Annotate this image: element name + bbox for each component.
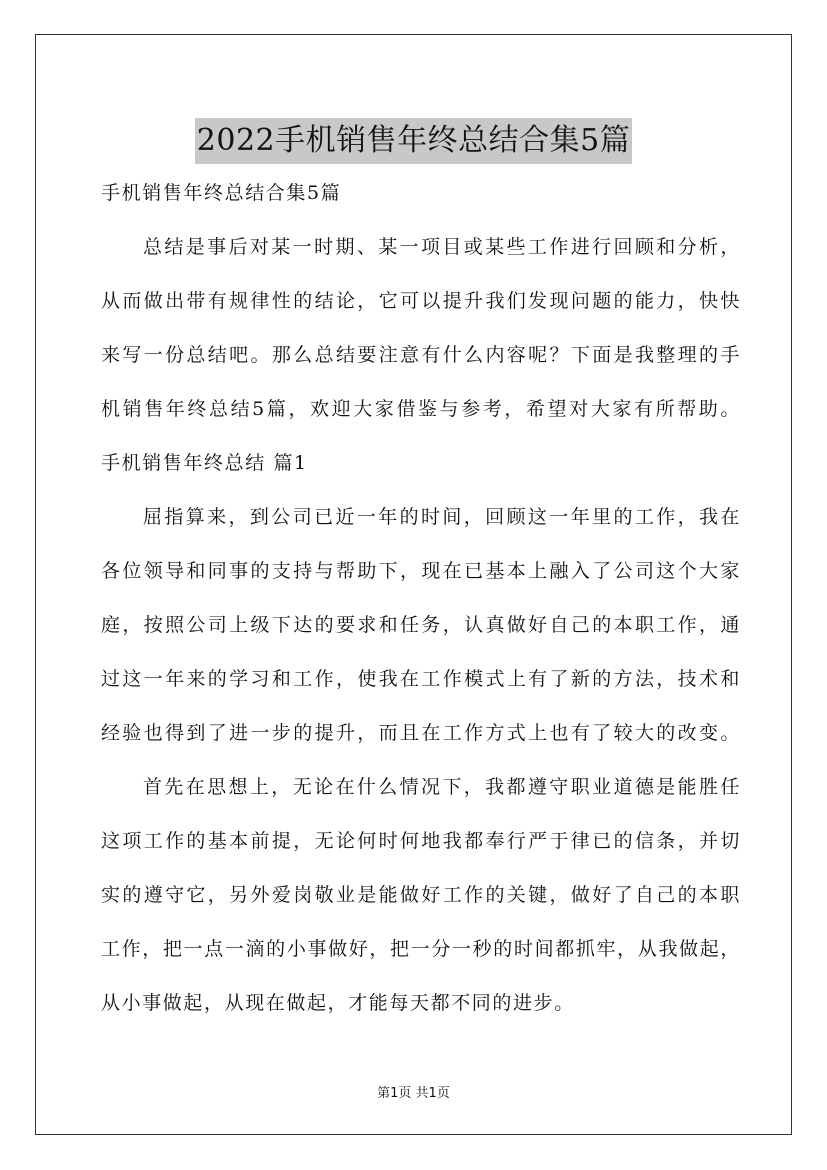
page-footer: 第1页 共1页 — [377, 1086, 450, 1101]
paragraph-line: 各位领导和同事的支持与帮助下，现在已基本上融入了公司这个大家 — [101, 560, 741, 582]
paragraph-line: 工作，把一点一滴的小事做好，把一分一秒的时间都抓牢，从我做起， — [101, 938, 741, 960]
section-heading: 手机销售年终总结 篇1 — [101, 452, 308, 474]
paragraph-line: 来写一份总结吧。那么总结要注意有什么内容呢？下面是我整理的手 — [101, 344, 741, 366]
paragraph-line: 这项工作的基本前提，无论何时何地我都奉行严于律已的信条，并切 — [101, 830, 741, 852]
paragraph-line: 首先在思想上，无论在什么情况下，我都遵守职业道德是能胜任 — [143, 776, 741, 798]
paragraph-line: 过这一年来的学习和工作，使我在工作模式上有了新的方法，技术和 — [101, 668, 741, 690]
section-heading: 手机销售年终总结合集5篇 — [101, 182, 342, 204]
paragraph-line: 从而做出带有规律性的结论，它可以提升我们发现问题的能力，快快 — [101, 290, 741, 312]
paragraph-line: 屈指算来，到公司已近一年的时间，回顾这一年里的工作，我在 — [143, 506, 741, 528]
paragraph-line: 总结是事后对某一时期、某一项目或某些工作进行回顾和分析， — [143, 236, 741, 258]
paragraph-line: 经验也得到了进一步的提升，而且在工作方式上也有了较大的改变。 — [101, 722, 741, 744]
paragraph-line: 从小事做起，从现在做起，才能每天都不同的进步。 — [101, 992, 575, 1014]
document-body — [101, 170, 741, 1034]
paragraph-line: 实的遵守它，另外爱岗敬业是能做好工作的关键，做好了自己的本职 — [101, 884, 741, 906]
document-title: 2022手机销售年终总结合集5篇 — [195, 118, 632, 164]
paragraph-line: 机销售年终总结5篇，欢迎大家借鉴与参考，希望对大家有所帮助。 — [101, 398, 741, 420]
paragraph-line: 庭，按照公司上级下达的要求和任务，认真做好自己的本职工作，通 — [101, 614, 741, 636]
